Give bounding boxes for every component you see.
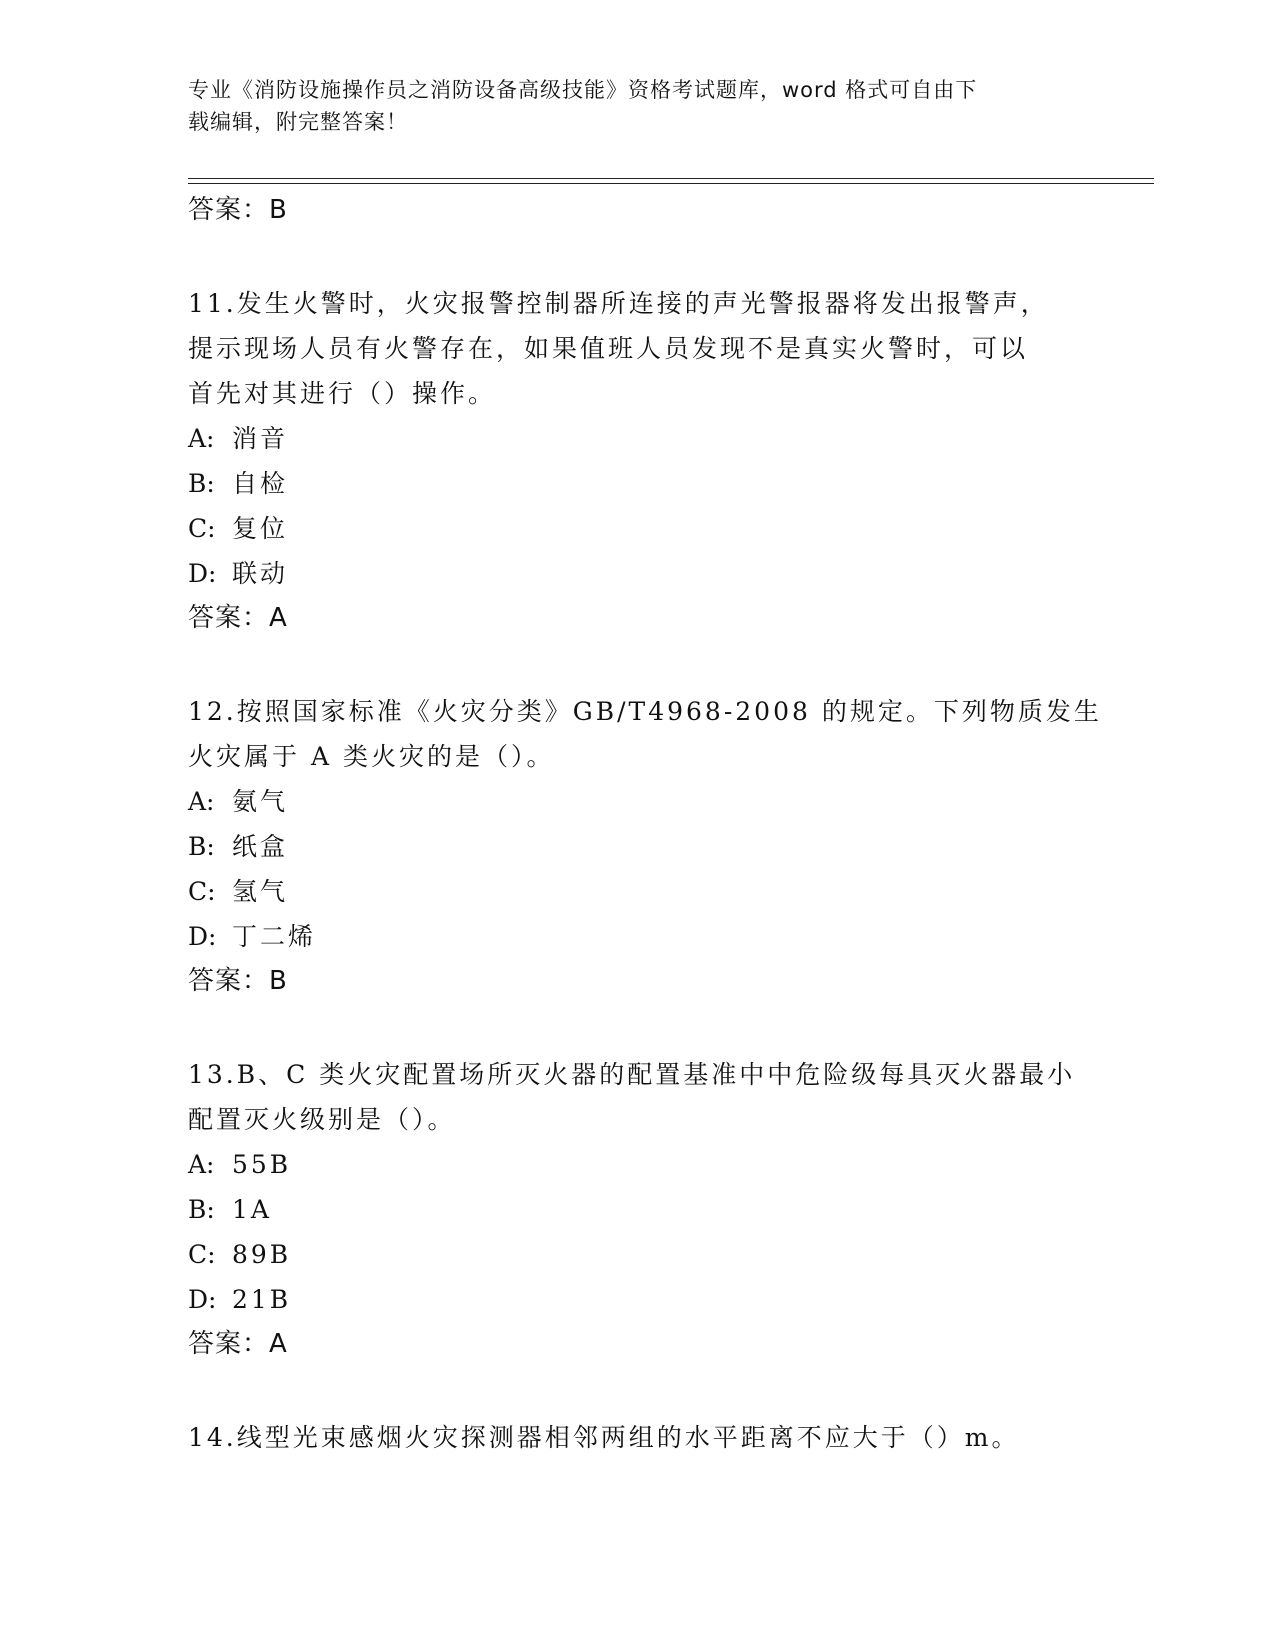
question-line: 11.发生火警时，火灾报警控制器所连接的声光警报器将发出报警声， [188,289,1049,318]
question-line: 14.线型光束感烟火灾探测器相邻两组的水平距离不应大于（）m。 [188,1423,1020,1452]
option-letter: B: [188,832,215,861]
option-text: 21B [232,1285,292,1314]
option-text: 89B [232,1240,292,1269]
option-letter: A: [188,787,215,816]
question-text [188,1415,1088,1460]
header-line-2: 载编辑，附完整答案！ [188,110,408,134]
question-list [188,188,1102,1460]
option-letter: D: [188,922,217,951]
header-divider-top [188,178,1154,179]
option-c [188,1232,1088,1277]
question-11 [188,281,1088,641]
option-text: 氢气 [232,877,289,906]
option-text: 复位 [232,514,289,543]
option-b [188,1187,1088,1232]
option-text: 自检 [232,469,289,498]
option-a [188,1142,1088,1187]
question-line: 12.按照国家标准《火灾分类》GB/T4968-2008 的规定。下列物质发生 [188,697,1102,726]
option-text: 55B [232,1150,292,1179]
question-13 [188,1052,1088,1367]
option-letter: A: [188,1150,215,1179]
option-a [188,416,1088,461]
option-d [188,1277,1088,1322]
question-12 [188,689,1102,1004]
question-text [188,281,1088,416]
header-line-1: 专业《消防设施操作员之消防设备高级技能》资格考试题库，word 格式可自由下 [188,78,978,102]
option-text: 1A [232,1195,272,1224]
question-14 [188,1415,1088,1460]
option-text: 氨气 [232,787,289,816]
option-letter: D: [188,1285,217,1314]
option-a [188,779,1088,824]
option-c [188,869,1088,914]
question-line: 首先对其进行（）操作。 [188,379,497,408]
option-d [188,914,1088,959]
answer-line: 答案：A [188,603,288,633]
header-divider-bottom [188,183,1154,184]
question-line: 13.B、C 类火灾配置场所灭火器的配置基准中中危险级每具灭火器最小 [188,1060,1076,1089]
answer-line: 答案：B [188,966,288,996]
question-line: 提示现场人员有火警存在，如果值班人员发现不是真实火警时，可以 [188,334,1029,363]
answer-line: 答案：A [188,1329,288,1359]
option-text: 消音 [232,424,289,453]
option-d [188,551,1088,596]
document-header [188,74,1068,138]
option-letter: C: [188,877,216,906]
option-text: 纸盒 [232,832,289,861]
question-line: 配置灭火级别是（）。 [188,1105,456,1134]
question-text [188,1052,1088,1142]
option-letter: B: [188,1195,215,1224]
option-text: 联动 [232,559,289,588]
option-c [188,506,1088,551]
option-text: 丁二烯 [232,922,317,951]
option-letter: C: [188,1240,216,1269]
option-b [188,461,1088,506]
option-letter: D: [188,559,217,588]
question-line: 火灾属于 A 类火灾的是（）。 [188,742,555,771]
option-letter: A: [188,424,215,453]
option-b [188,824,1088,869]
answer-line: 答案：B [188,195,288,225]
option-letter: B: [188,469,215,498]
option-letter: C: [188,514,216,543]
question-text [188,689,1102,779]
